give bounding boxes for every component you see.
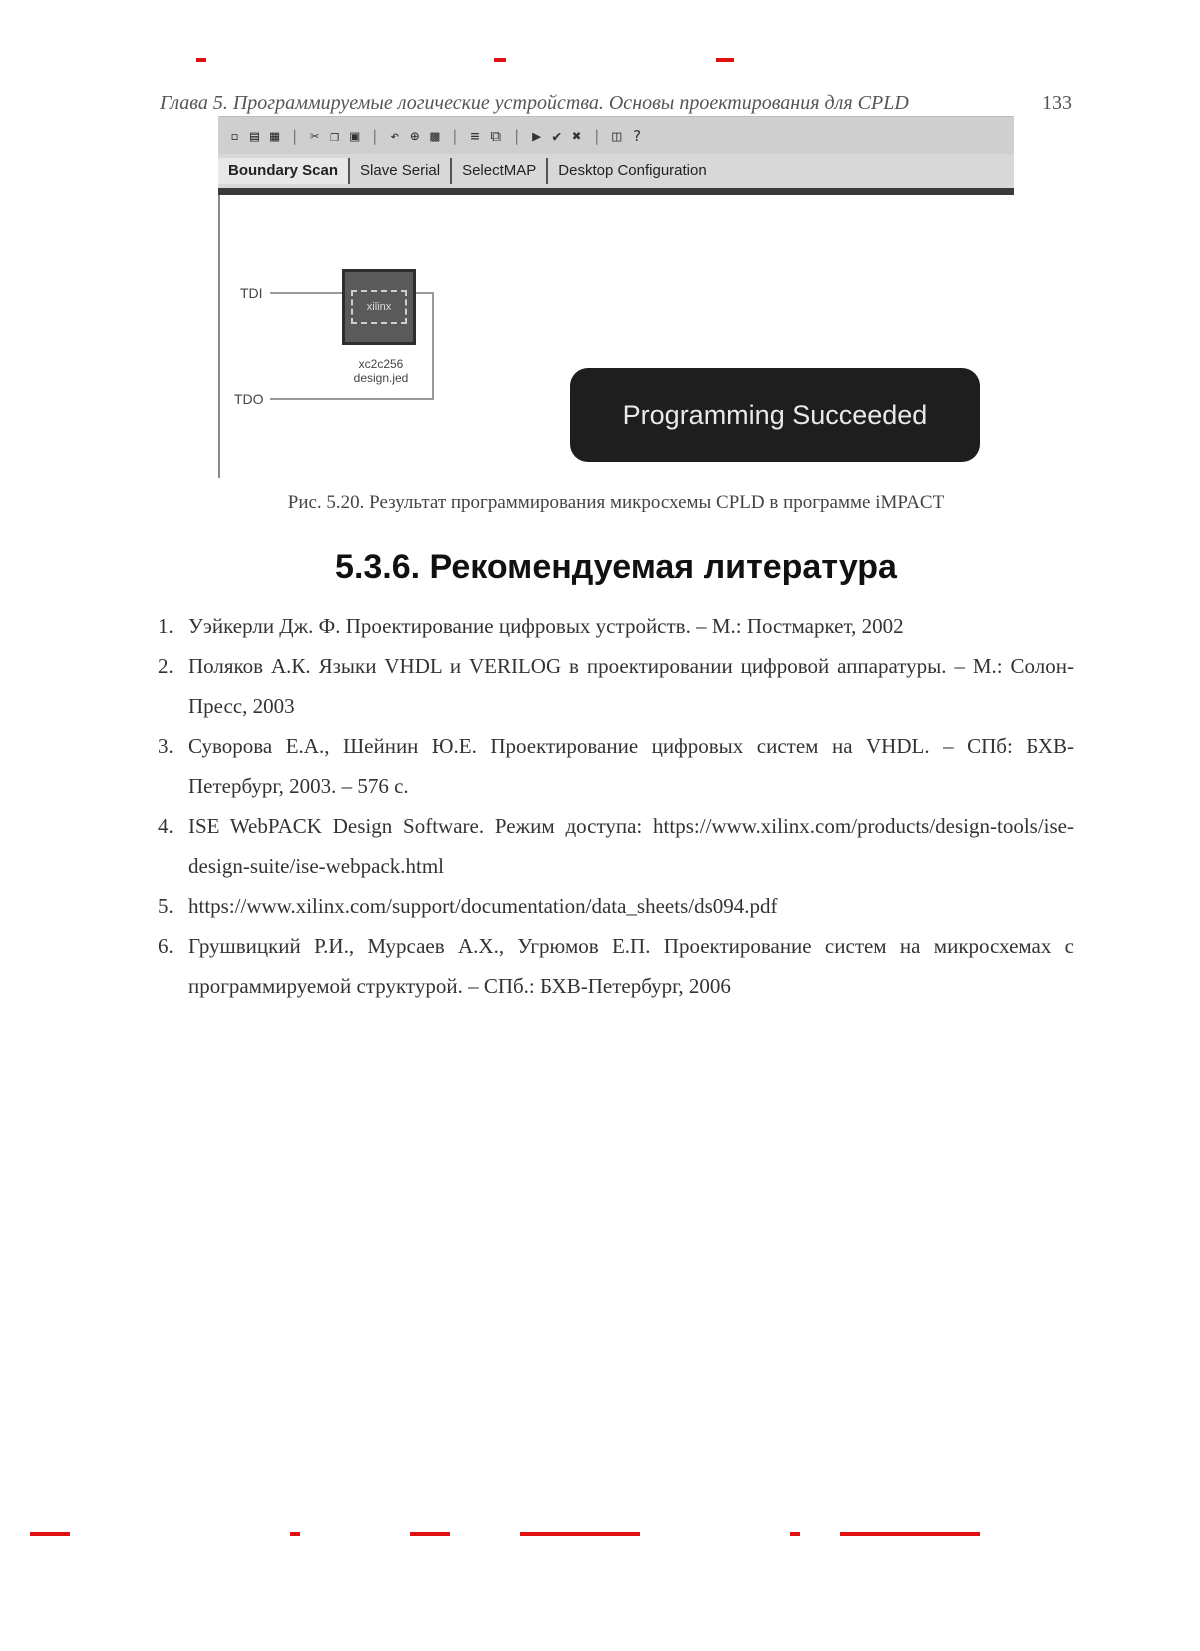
copy-icon[interactable]: ❐: [330, 126, 341, 145]
reference-link[interactable]: https://www.xilinx.com/support/documentation/data_sheets/ds094.pdf: [188, 894, 778, 918]
scan-mark: [290, 1532, 300, 1536]
reference-item: [158, 646, 1074, 726]
read-icon[interactable]: ◫: [612, 126, 623, 145]
programming-status-toast: Programming Succeeded: [570, 368, 980, 462]
pin-label-tdo: TDO: [234, 391, 264, 407]
cpld-chip[interactable]: [342, 269, 416, 345]
toolbar: [218, 116, 1014, 154]
reference-item: [158, 886, 1074, 926]
new-icon[interactable]: ▫: [230, 126, 241, 145]
scan-mark: [840, 1532, 980, 1536]
reference-number: 5.: [158, 894, 174, 918]
scan-mark: [494, 58, 506, 62]
scan-mark: [520, 1532, 640, 1536]
reference-item: [158, 806, 1074, 886]
chip-part-name: xc2c256: [358, 357, 404, 371]
section-title: 5.3.6. Рекомендуемая литература: [335, 548, 897, 586]
scan-mark: [790, 1532, 800, 1536]
open-icon[interactable]: ▤: [250, 126, 261, 145]
page-number: 133: [1042, 91, 1072, 114]
zoom-icon[interactable]: ⊕: [410, 126, 421, 145]
reference-text: Грушвицкий Р.И., Мурсаев А.Х., Угрюмов Е.П. Проектирование систем на микросхемах с программируемой структурой. – СПб.: БХВ-Петербург, 2006: [188, 934, 1074, 998]
jtag-wire-return: [270, 398, 434, 400]
pin-label-tdi: TDI: [240, 285, 263, 301]
chain-icon[interactable]: ⧉: [490, 126, 503, 145]
scan-mark: [716, 58, 734, 62]
impact-screenshot: [218, 116, 1014, 478]
reference-link[interactable]: ISE WebPACK Design Software. Режим доступа: https://www.xilinx.com/products/design-tools/ise-design-suite/ise-webpack.html: [188, 814, 1074, 878]
erase-icon[interactable]: ✖: [572, 126, 583, 145]
reference-number: 6.: [158, 934, 174, 958]
toolbar-separator: |: [512, 126, 523, 145]
reference-text: Суворова Е.А., Шейнин Ю.Е. Проектирование цифровых систем на VHDL. – СПб: БХВ-Петербург, 2003. – 576 с.: [188, 734, 1074, 798]
help-icon[interactable]: ?: [632, 126, 643, 145]
program-icon[interactable]: ▶: [532, 126, 543, 145]
align-icon[interactable]: ≡: [470, 126, 481, 145]
tabs-divider: [218, 188, 1014, 195]
mode-tabs: [218, 154, 1014, 188]
save-icon[interactable]: ▦: [270, 126, 281, 145]
scan-mark: [410, 1532, 450, 1536]
toolbar-separator: |: [450, 126, 461, 145]
reference-item: [158, 926, 1074, 1006]
reference-text: Уэйкерли Дж. Ф. Проектирование цифровых устройств. – М.: Постмаркет, 2002: [188, 614, 904, 638]
reference-number: 2.: [158, 654, 174, 678]
reference-list: [158, 606, 1074, 1006]
cut-icon[interactable]: ✂: [310, 126, 321, 145]
chip-part-label: [328, 357, 434, 385]
grid-icon[interactable]: ▩: [430, 126, 441, 145]
tab-desktop-configuration[interactable]: Desktop Configuration: [558, 162, 707, 179]
paste-icon[interactable]: ▣: [350, 126, 361, 145]
undo-icon[interactable]: ↶: [390, 126, 401, 145]
reference-number: 4.: [158, 814, 174, 838]
toolbar-separator: |: [370, 126, 381, 145]
chip-logo: xilinx: [351, 290, 407, 324]
chip-file-name: design.jed: [353, 371, 409, 385]
scan-mark: [196, 58, 206, 62]
running-header: [160, 88, 1072, 118]
figure-caption: Рис. 5.20. Результат программирования микросхемы CPLD в программе iMPACT: [287, 492, 945, 513]
boundary-scan-canvas[interactable]: [218, 195, 1016, 478]
tab-slave-serial[interactable]: Slave Serial: [350, 158, 452, 184]
tab-selectmap[interactable]: SelectMAP: [452, 158, 548, 184]
reference-item: [158, 726, 1074, 806]
toolbar-separator: |: [592, 126, 603, 145]
toolbar-separator: |: [290, 126, 301, 145]
scan-mark: [30, 1532, 70, 1536]
reference-text: Поляков А.К. Языки VHDL и VERILOG в проектировании цифровой аппаратуры. – М.: Солон-Пресс, 2003: [188, 654, 1074, 718]
reference-item: [158, 606, 1074, 646]
verify-icon[interactable]: ✔: [552, 126, 563, 145]
jtag-wire-in: [270, 292, 342, 294]
tab-boundary-scan[interactable]: Boundary Scan: [218, 158, 350, 184]
running-header-title: Глава 5. Программируемые логические устройства. Основы проектирования для CPLD: [160, 91, 909, 114]
reference-number: 1.: [158, 614, 174, 638]
reference-number: 3.: [158, 734, 174, 758]
